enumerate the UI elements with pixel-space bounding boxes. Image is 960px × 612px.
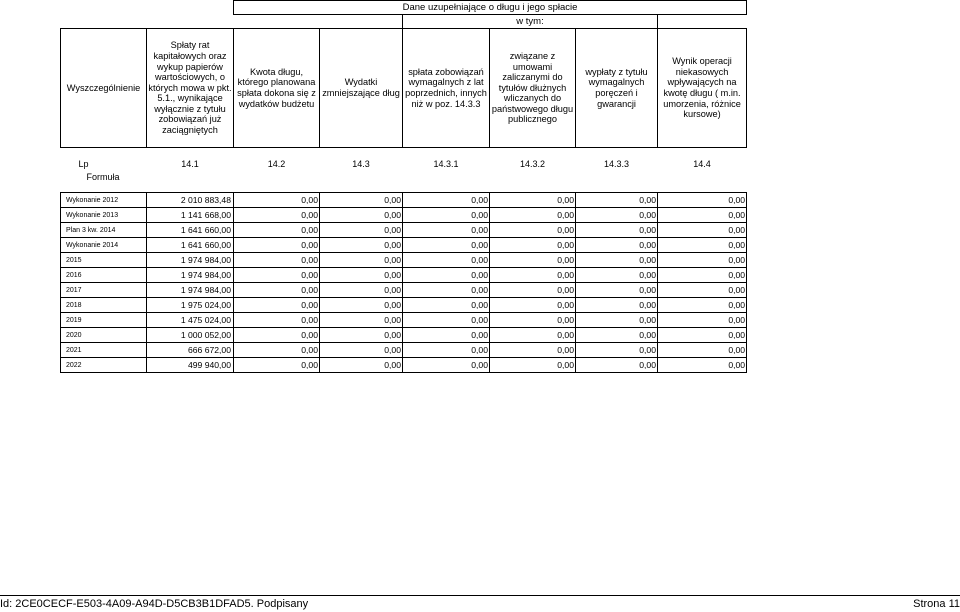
table-cell: 0,00 bbox=[490, 268, 576, 283]
header-blank bbox=[658, 15, 747, 29]
lp-label: Lp bbox=[78, 158, 89, 169]
table-cell: 1 975 024,00 bbox=[147, 298, 234, 313]
lp-code: 14.4 bbox=[693, 158, 711, 169]
table-cell: 0,00 bbox=[576, 208, 658, 223]
table-cell: 0,00 bbox=[576, 298, 658, 313]
table-cell: 0,00 bbox=[320, 238, 403, 253]
table-cell: 0,00 bbox=[403, 223, 490, 238]
lp-code: 14.3.3 bbox=[603, 158, 630, 169]
table-cell: 0,00 bbox=[658, 328, 747, 343]
table-cell: 0,00 bbox=[658, 298, 747, 313]
data-body bbox=[61, 193, 747, 373]
table-cell: 1 475 024,00 bbox=[147, 313, 234, 328]
row-label: 2018 bbox=[61, 298, 147, 313]
table-row bbox=[61, 253, 747, 268]
table-cell: 0,00 bbox=[320, 208, 403, 223]
table-cell: 0,00 bbox=[403, 343, 490, 358]
lp-code: 14.3 bbox=[352, 158, 370, 169]
table-cell: 0,00 bbox=[658, 283, 747, 298]
page-footer bbox=[0, 595, 960, 611]
table-cell: 0,00 bbox=[234, 208, 320, 223]
col-header-debt-instruments: związane z umowami zaliczanymi do tytułów dłużnych wliczanych do państwowego długu publicznego bbox=[490, 29, 576, 148]
table-row bbox=[61, 193, 747, 208]
header-spacer-row bbox=[61, 148, 747, 158]
table-cell: 0,00 bbox=[658, 193, 747, 208]
table-cell: 0,00 bbox=[403, 313, 490, 328]
table-cell: 0,00 bbox=[320, 268, 403, 283]
row-label: 2020 bbox=[61, 328, 147, 343]
table-cell: 0,00 bbox=[576, 238, 658, 253]
formula-spacer-row bbox=[61, 183, 747, 193]
table-cell: 0,00 bbox=[658, 268, 747, 283]
row-label: Plan 3 kw. 2014 bbox=[61, 223, 147, 238]
header-blank bbox=[61, 1, 234, 15]
table-cell: 1 000 052,00 bbox=[147, 328, 234, 343]
col-header-guarantees: wypłaty z tytułu wymagalnych poręczeń i gwarancji bbox=[576, 29, 658, 148]
table-cell: 0,00 bbox=[490, 238, 576, 253]
table-cell: 0,00 bbox=[403, 268, 490, 283]
table-cell: 0,00 bbox=[490, 223, 576, 238]
table-cell: 1 974 984,00 bbox=[147, 268, 234, 283]
table-row bbox=[61, 283, 747, 298]
header-blank bbox=[61, 15, 403, 29]
table-cell: 0,00 bbox=[320, 358, 403, 373]
table-cell: 0,00 bbox=[403, 193, 490, 208]
table-cell: 1 641 660,00 bbox=[147, 238, 234, 253]
table-cell: 0,00 bbox=[234, 343, 320, 358]
table-row bbox=[61, 298, 747, 313]
table-cell: 0,00 bbox=[403, 328, 490, 343]
table-cell: 0,00 bbox=[403, 283, 490, 298]
table-cell: 0,00 bbox=[576, 268, 658, 283]
table-cell: 0,00 bbox=[490, 208, 576, 223]
sub-group-title: w tym: bbox=[403, 15, 658, 29]
debt-table-container bbox=[60, 0, 746, 373]
lp-code: 14.1 bbox=[181, 158, 199, 169]
table-cell: 0,00 bbox=[234, 358, 320, 373]
table-cell: 0,00 bbox=[576, 283, 658, 298]
table-cell: 0,00 bbox=[490, 328, 576, 343]
table-cell: 0,00 bbox=[320, 313, 403, 328]
table-cell: 0,00 bbox=[490, 343, 576, 358]
table-cell: 0,00 bbox=[320, 193, 403, 208]
table-cell: 0,00 bbox=[234, 298, 320, 313]
table-cell: 0,00 bbox=[320, 253, 403, 268]
col-header-debt-amount: Kwota długu, którego planowana spłata dokona się z wydatków budżetu bbox=[234, 29, 320, 148]
table-cell: 0,00 bbox=[576, 313, 658, 328]
table-row bbox=[61, 208, 747, 223]
page-number: Strona 11 bbox=[913, 598, 960, 610]
lp-code: 14.2 bbox=[267, 158, 286, 169]
table-cell: 0,00 bbox=[490, 193, 576, 208]
table-row bbox=[61, 328, 747, 343]
table-cell: 0,00 bbox=[234, 238, 320, 253]
col-header-installments: Spłaty rat kapitałowych oraz wykup papierów wartościowych, o których mowa w pkt. 5.1., wynikające wyłącznie z tytułu zobowiązań już zaciągniętych bbox=[147, 29, 234, 148]
table-cell: 0,00 bbox=[234, 223, 320, 238]
formula-label: Formuła bbox=[86, 171, 120, 182]
table-cell: 1 974 984,00 bbox=[147, 253, 234, 268]
table-cell: 0,00 bbox=[576, 343, 658, 358]
table-cell: 2 010 883,48 bbox=[147, 193, 234, 208]
table-cell: 0,00 bbox=[403, 238, 490, 253]
table-cell: 0,00 bbox=[234, 283, 320, 298]
table-cell: 1 974 984,00 bbox=[147, 283, 234, 298]
table-cell: 0,00 bbox=[320, 223, 403, 238]
table-cell: 0,00 bbox=[234, 313, 320, 328]
row-label: Wykonanie 2012 bbox=[61, 193, 147, 208]
col-header-overdue-liabilities: spłata zobowiązań wymagalnych z lat poprzednich, innych niż w poz. 14.3.3 bbox=[403, 29, 490, 148]
table-cell: 0,00 bbox=[576, 328, 658, 343]
table-cell: 0,00 bbox=[234, 193, 320, 208]
table-cell: 0,00 bbox=[490, 298, 576, 313]
table-cell: 0,00 bbox=[576, 223, 658, 238]
table-cell: 1 141 668,00 bbox=[147, 208, 234, 223]
table-cell: 0,00 bbox=[490, 283, 576, 298]
table-row bbox=[61, 223, 747, 238]
table-cell: 0,00 bbox=[234, 268, 320, 283]
table-cell: 0,00 bbox=[576, 253, 658, 268]
table-cell: 0,00 bbox=[658, 343, 747, 358]
table-cell: 0,00 bbox=[320, 298, 403, 313]
debt-table bbox=[60, 0, 747, 373]
table-cell: 0,00 bbox=[658, 223, 747, 238]
table-cell: 0,00 bbox=[490, 253, 576, 268]
document-id: Id: 2CE0CECF-E503-4A09-A94D-D5CB3B1DFAD5. Podpisany bbox=[0, 598, 309, 610]
table-cell: 0,00 bbox=[403, 298, 490, 313]
row-label: Wykonanie 2013 bbox=[61, 208, 147, 223]
table-cell: 0,00 bbox=[658, 253, 747, 268]
table-cell: 0,00 bbox=[320, 283, 403, 298]
table-row bbox=[61, 358, 747, 373]
table-cell: 0,00 bbox=[490, 313, 576, 328]
group-title: Dane uzupełniające o długu i jego spłacie bbox=[234, 1, 747, 15]
table-row bbox=[61, 238, 747, 253]
table-cell: 0,00 bbox=[320, 343, 403, 358]
table-cell: 0,00 bbox=[658, 358, 747, 373]
table-cell: 0,00 bbox=[576, 193, 658, 208]
row-label: Wykonanie 2014 bbox=[61, 238, 147, 253]
table-cell: 1 641 660,00 bbox=[147, 223, 234, 238]
table-cell: 0,00 bbox=[320, 328, 403, 343]
table-cell: 0,00 bbox=[658, 238, 747, 253]
row-label: 2021 bbox=[61, 343, 147, 358]
row-label: 2016 bbox=[61, 268, 147, 283]
lp-row bbox=[61, 157, 747, 170]
col-header-description: Wyszczególnienie bbox=[61, 29, 147, 148]
row-label: 2022 bbox=[61, 358, 147, 373]
table-cell: 0,00 bbox=[403, 358, 490, 373]
table-cell: 0,00 bbox=[403, 253, 490, 268]
column-header-row bbox=[61, 29, 747, 148]
table-row bbox=[61, 343, 747, 358]
table-cell: 666 672,00 bbox=[147, 343, 234, 358]
col-header-non-cash-operations: Wynik operacji niekasowych wpływających na kwotę długu ( m.in. umorzenia, różnice kursowe) bbox=[658, 29, 747, 148]
table-cell: 0,00 bbox=[658, 208, 747, 223]
table-cell: 0,00 bbox=[658, 313, 747, 328]
lp-code: 14.3.1 bbox=[433, 158, 459, 169]
formula-row bbox=[61, 170, 747, 183]
row-label: 2015 bbox=[61, 253, 147, 268]
table-row bbox=[61, 268, 747, 283]
table-cell: 0,00 bbox=[403, 208, 490, 223]
row-label: 2017 bbox=[61, 283, 147, 298]
table-cell: 0,00 bbox=[234, 328, 320, 343]
table-cell: 0,00 bbox=[576, 358, 658, 373]
header-row-group bbox=[61, 1, 747, 15]
table-cell: 499 940,00 bbox=[147, 358, 234, 373]
table-cell: 0,00 bbox=[490, 358, 576, 373]
header-row-subgroup bbox=[61, 15, 747, 29]
lp-code: 14.3.2 bbox=[519, 158, 546, 169]
table-row bbox=[61, 313, 747, 328]
col-header-debt-reducing-expenses: Wydatki zmniejszające dług bbox=[320, 29, 403, 148]
row-label: 2019 bbox=[61, 313, 147, 328]
table-cell: 0,00 bbox=[234, 253, 320, 268]
